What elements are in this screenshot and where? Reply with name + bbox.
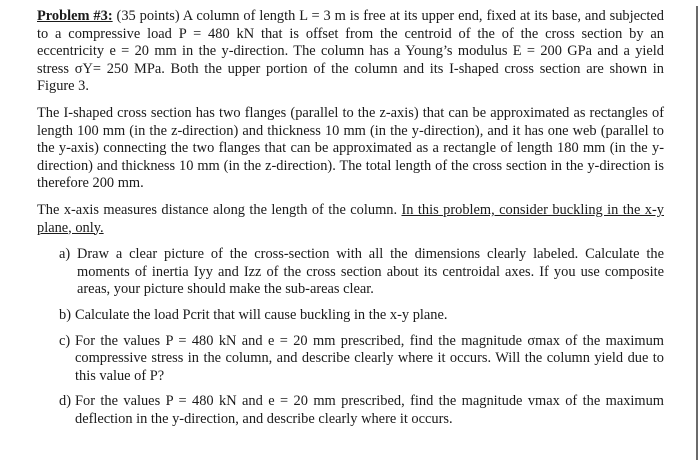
question-item	[37, 246, 664, 299]
question-item	[37, 333, 664, 386]
page-edge-divider	[696, 6, 698, 460]
question-text: Calculate the load Pcrit that will cause buckling in the x-y plane.	[75, 306, 448, 323]
question-item	[37, 393, 664, 428]
question-item	[37, 307, 664, 325]
question-marker: b)	[59, 306, 71, 323]
buckling-note-underlined: In this problem, consider buckling in the x-y plane, only.	[37, 201, 664, 236]
question-text: For the values P = 480 kN and e = 20 mm prescribed, find the magnitude vmax of the maximum deflection in the y-direction, and describe clearly where it occurs.	[75, 393, 664, 427]
problem-intro	[37, 8, 664, 96]
problem-intro-text: (35 points) A column of length L = 3 m is free at its upper end, fixed at its base, and subjected to a compressive load P = 480 kN that is offset from the centroid of the of the cross section by an eccentricity e = 20 mm in the y-direction. The column has a Young’s modulus E = 200 GPa and a yield stress σY= 250 MPa. Both the upper portion of the column and its I-shaped cross section are shown in Figure 3.	[37, 8, 664, 95]
buckling-note-text: The x-axis measures distance along the length of the column.	[37, 201, 402, 218]
question-list	[37, 246, 664, 428]
question-marker: a)	[59, 246, 71, 263]
cross-section-description: The I-shaped cross section has two flanges (parallel to the z-axis) that can be approximated as rectangles of length 100 mm (in the z-direction) and thickness 10 mm (in the y-direction), and it has one web (parallel to the y-axis) connecting the two flanges that can be approximated as a rectangle of length 180 mm (in the y-direction) and thickness 10 mm (in the z-direction). The total length of the cross section in the y-direction is therefore 200 mm.	[37, 104, 664, 192]
question-marker: d)	[59, 393, 71, 410]
buckling-note	[37, 202, 664, 237]
question-text: For the values P = 480 kN and e = 20 mm prescribed, find the magnitude σmax of the maximum compressive stress in the column, and describe clearly where it occurs. Will the column yield due to this value of P?	[75, 332, 664, 384]
problem-heading: Problem #3:	[37, 8, 113, 24]
problem-document	[37, 8, 664, 436]
question-text: Draw a clear picture of the cross-section with all the dimensions clearly labeled. Calculate the moments of inertia Iyy and Izz of the cross section about its centroidal axes. If you use composite areas, your picture should make the sub-areas clear.	[77, 246, 664, 298]
question-marker: c)	[59, 332, 71, 349]
